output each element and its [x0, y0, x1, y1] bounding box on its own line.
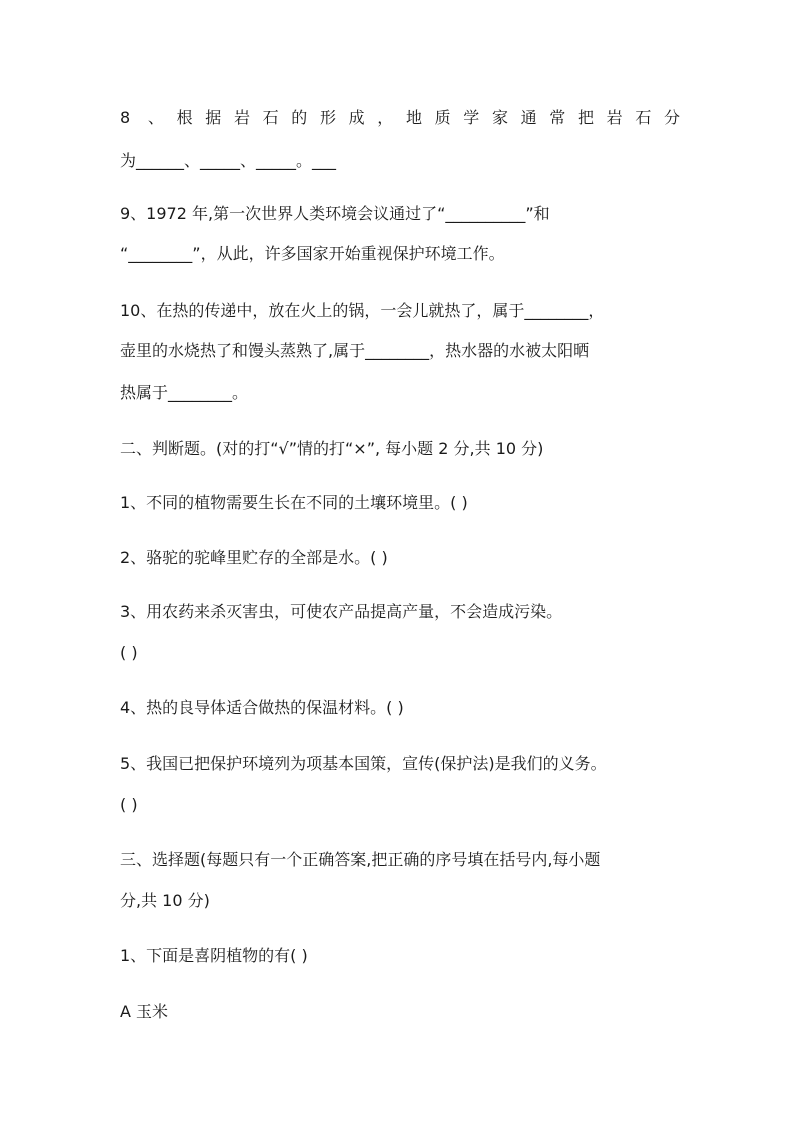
judge-q1: 1、不同的植物需要生长在不同的土壤环境里。( ) — [120, 493, 468, 512]
q9-line-1: 9、1972 年,第一次世界人类环境会议通过了“__________”和 — [120, 204, 550, 223]
choice-q1-option-a: A 玉米 — [120, 1002, 169, 1021]
q10-line-1: 10、在热的传递中，放在火上的锅，一会儿就热了，属于________， — [120, 301, 605, 320]
section-3-heading-line-1: 三、选择题(每题只有一个正确答案,把正确的序号填在括号内,每小题 — [120, 850, 601, 869]
judge-q2: 2、骆驼的驼峰里贮存的全部是水。( ) — [120, 548, 388, 567]
judge-q3-line-2: ( ) — [120, 643, 138, 662]
q8-line-1: 8 、根据岩石的形成，地质学家通常把岩石分 — [120, 108, 680, 127]
q9-line-2: “________”，从此，许多国家开始重视保护环境工作。 — [120, 244, 505, 263]
section-2-heading: 二、判断题。(对的打“√”情的打“×”, 每小题 2 分,共 10 分) — [120, 439, 544, 458]
judge-q5-line-2: ( ) — [120, 795, 138, 814]
judge-q3-line-1: 3、用农药来杀灭害虫，可使农产品提高产量，不会造成污染。 — [120, 602, 563, 621]
q8-line-2: 为______、_____、_____。___ — [120, 151, 337, 170]
q10-line-2: 壶里的水烧热了和馒头蒸熟了,属于________，热水器的水被太阳晒 — [120, 341, 590, 360]
judge-q4: 4、热的良导体适合做热的保温材料。( ) — [120, 698, 404, 717]
choice-q1: 1、下面是喜阴植物的有( ) — [120, 946, 308, 965]
q10-line-3: 热属于________。 — [120, 383, 249, 402]
section-3-heading-line-2: 分,共 10 分) — [120, 891, 210, 910]
judge-q5-line-1: 5、我国已把保护环境列为项基本国策，宣传(保护法)是我们的义务。 — [120, 754, 607, 773]
